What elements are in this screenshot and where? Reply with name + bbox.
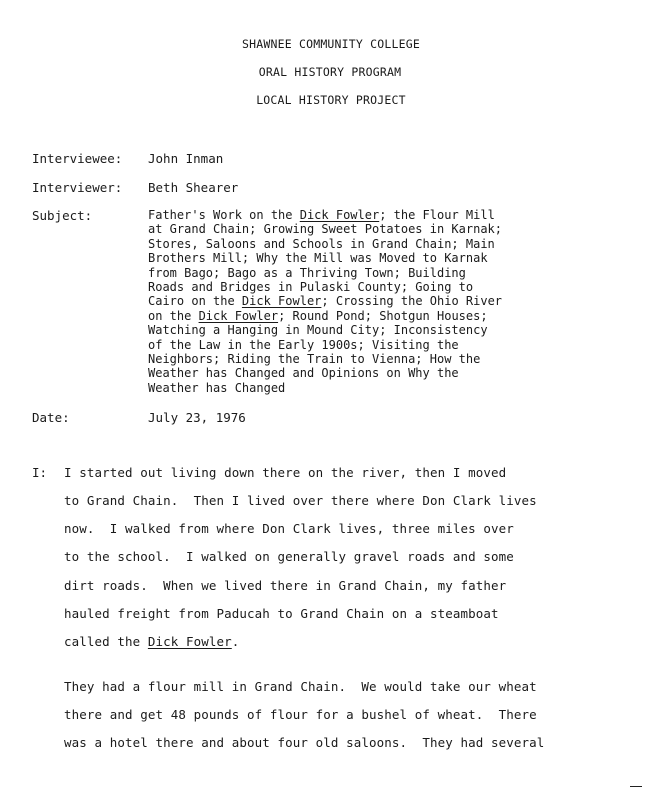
transcript-text-run: . [231, 634, 240, 649]
speaker-label: I: [32, 465, 48, 480]
transcript-line: there and get 48 pounds of flour for a bushel of wheat. There [64, 707, 537, 722]
page-edge-mark [630, 786, 642, 787]
date-value: July 23, 1976 [148, 410, 246, 425]
subject-line [148, 294, 588, 308]
header-program: ORAL HISTORY PROGRAM [258, 65, 402, 79]
subject-text-run: ; Crossing the Ohio River [321, 294, 503, 309]
interviewee-label: Interviewee: [32, 151, 123, 166]
header-college: SHAWNEE COMMUNITY COLLEGE [241, 37, 421, 51]
subject-line: of the Law in the Early 1900s; Visiting the [148, 337, 459, 352]
transcript-line: to Grand Chain. Then I lived over there where Don Clark lives [64, 493, 537, 508]
subject-line: from Bago; Bago as a Thriving Town; Building [148, 265, 466, 280]
boat-name: Dick Fowler [299, 208, 380, 222]
interviewee-value: John Inman [148, 151, 224, 166]
subject-line [148, 309, 588, 323]
transcript-line: now. I walked from where Don Clark lives, three miles over [64, 521, 514, 536]
boat-name: Dick Fowler [241, 294, 322, 309]
subject-line [148, 208, 588, 222]
transcript-text-run: called the [64, 634, 148, 649]
transcript-line: hauled freight from Paducah to Grand Chain on a steamboat [64, 606, 499, 621]
subject-line: Neighbors; Riding the Train to Vienna; How the [148, 352, 481, 367]
subject-line: Roads and Bridges in Pulaski County; Going to [148, 280, 474, 295]
subject-text-run: ; Round Pond; Shotgun Houses; [278, 308, 488, 323]
date-label: Date: [32, 410, 70, 425]
boat-name: Dick Fowler [147, 634, 232, 649]
transcript-line [64, 634, 239, 649]
subject-line: at Grand Chain; Growing Sweet Potatoes in Karnak; [148, 222, 503, 237]
interviewer-label: Interviewer: [32, 180, 123, 195]
subject-line: Watching a Hanging in Mound City; Inconsistency [148, 323, 488, 338]
boat-name: Dick Fowler [198, 308, 279, 323]
subject-line: Weather has Changed [148, 380, 286, 395]
subject-label: Subject: [32, 208, 93, 223]
transcript-line: was a hotel there and about four old saloons. They had several [64, 735, 545, 750]
transcript-line: to the school. I walked on generally gravel roads and some [64, 549, 514, 564]
subject-text-run: on the [148, 308, 199, 323]
transcript-line: dirt roads. When we lived there in Grand Chain, my father [64, 578, 507, 593]
subject-text [148, 208, 588, 395]
subject-text-run: ; the Flour Mill [379, 208, 495, 222]
header-project: LOCAL HISTORY PROJECT [256, 93, 406, 107]
subject-text-run: Father's Work on the [148, 208, 300, 222]
transcript-line: I started out living down there on the river, then I moved [64, 465, 507, 480]
subject-line: Weather has Changed and Opinions on Why the [148, 366, 459, 381]
subject-line: Stores, Saloons and Schools in Grand Chain; Main [148, 236, 495, 251]
interviewer-value: Beth Shearer [148, 180, 239, 195]
transcript-line: They had a flour mill in Grand Chain. We would take our wheat [64, 679, 537, 694]
subject-text-run: Cairo on the [148, 294, 242, 309]
subject-line: Brothers Mill; Why the Mill was Moved to Karnak [148, 251, 488, 266]
